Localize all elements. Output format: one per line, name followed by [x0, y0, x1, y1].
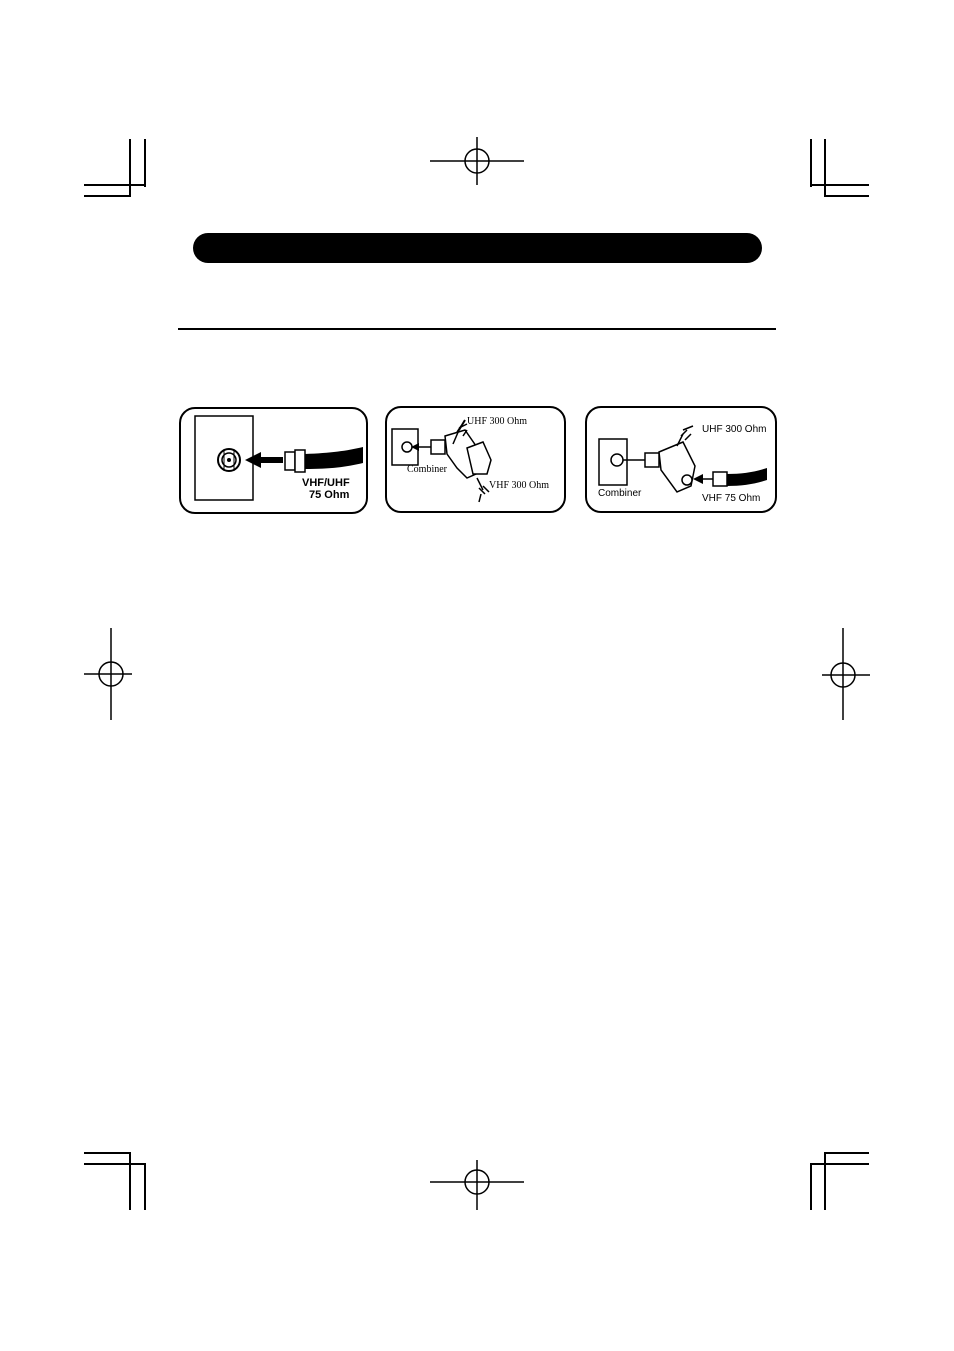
label-combiner-2: Combiner [598, 488, 642, 499]
horizontal-rule [178, 328, 776, 330]
label-vhf-uhf: VHF/UHF [302, 477, 350, 489]
registration-mark-left [84, 628, 132, 720]
label-combiner: Combiner [407, 464, 447, 475]
registration-mark-right [822, 628, 870, 720]
label-75-ohm: 75 Ohm [309, 489, 350, 501]
label-vhf-300-ohm: VHF 300 Ohm [489, 480, 550, 491]
illustration-vhf-uhf-75-ohm [179, 407, 368, 514]
label-uhf-300-ohm: UHF 300 Ohm [467, 416, 528, 427]
illustration-combiner-300-ohm [385, 406, 566, 513]
registration-mark-top-center [430, 137, 524, 185]
section-title-bar [193, 233, 762, 263]
registration-mark-bottom-center [430, 1160, 524, 1210]
label-uhf-300-ohm-2: UHF 300 Ohm [702, 424, 767, 435]
label-vhf-75-ohm: VHF 75 Ohm [702, 493, 761, 504]
illustration-combiner-300-75-ohm [585, 406, 777, 513]
